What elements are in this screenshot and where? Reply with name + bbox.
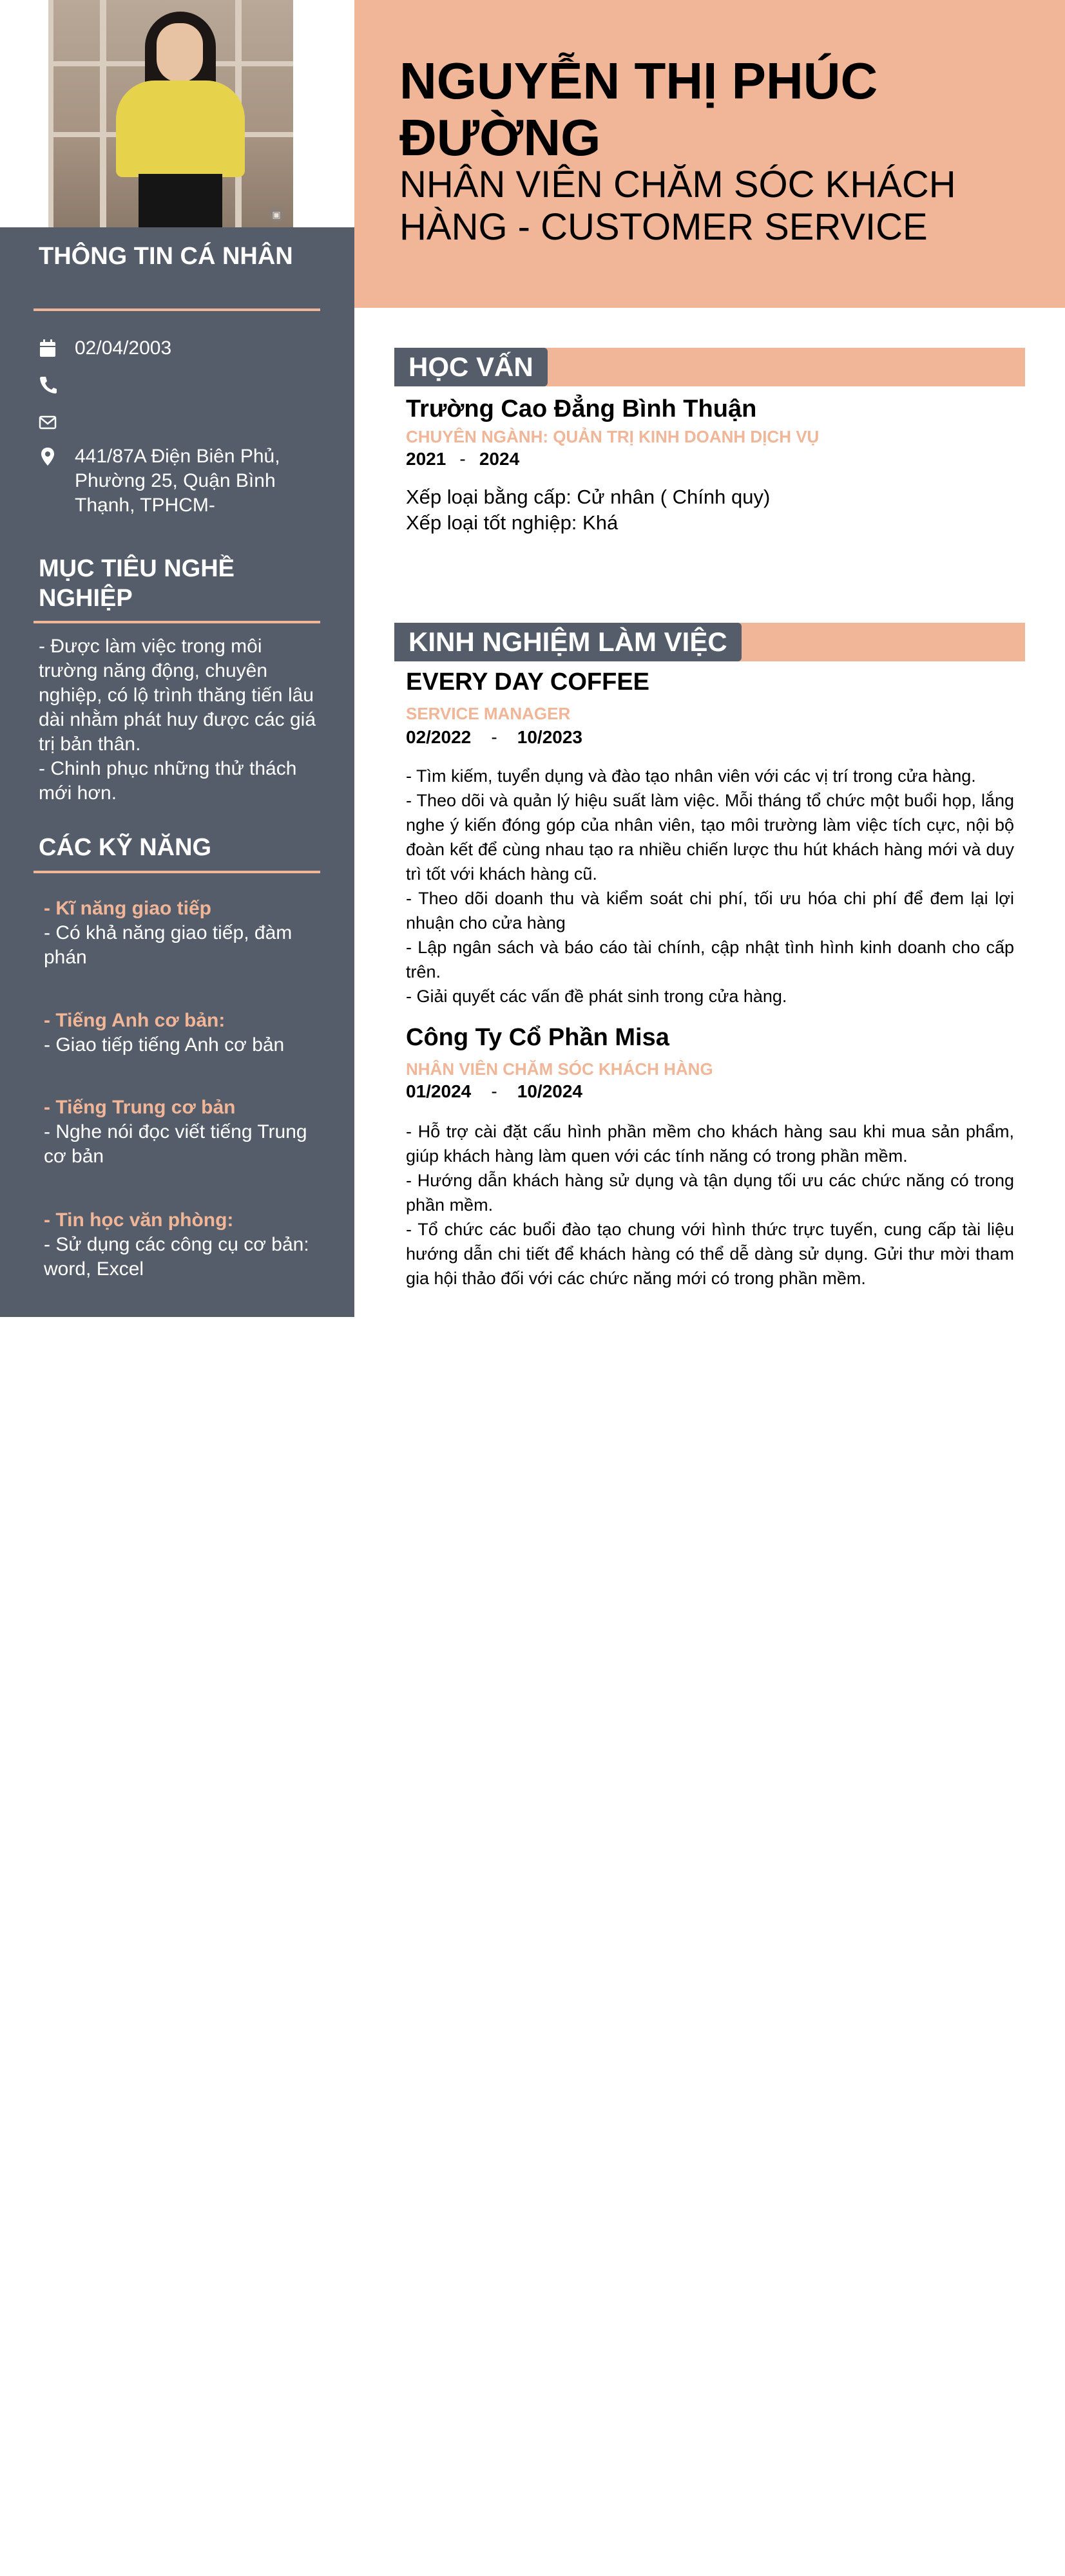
date-separator: -	[491, 727, 497, 747]
major: CHUYÊN NGÀNH: QUẢN TRỊ KINH DOANH DỊCH VỤ	[406, 427, 820, 446]
job-position: NHÂN VIÊN CHĂM SÓC KHÁCH HÀNG - CUSTOMER SERVICE	[399, 164, 956, 248]
date-separator: -	[491, 1081, 497, 1101]
job-dates	[406, 1081, 582, 1103]
experience-heading: KINH NGHIỆM LÀM VIỆC	[394, 623, 742, 661]
skill-desc: - Sử dụng các công cụ cơ bản: word, Excel	[44, 1234, 309, 1280]
company-name: Công Ty Cổ Phần Misa	[406, 1024, 669, 1051]
job-description	[406, 764, 1014, 1009]
skill-desc: - Giao tiếp tiếng Anh cơ bản	[44, 1034, 285, 1056]
company-name: EVERY DAY COFFEE	[406, 668, 650, 696]
address: 441/87A Điện Biên Phủ, Phường 25, Quận Bình Thạnh, TPHCM-	[75, 446, 280, 516]
start-date: 2021	[406, 449, 446, 469]
skill-title: - Tiếng Trung cơ bản	[44, 1097, 236, 1118]
job-dates	[406, 726, 582, 748]
image-badge-icon: ▣	[269, 207, 284, 222]
envelope-icon	[39, 412, 57, 431]
date-separator: -	[459, 449, 466, 469]
candidate-name: NGUYỄN THỊ PHÚC ĐƯỜNG	[399, 52, 878, 166]
job-duty: - Lập ngân sách và báo cáo tài chính, cập nhật tình hình kinh doanh cho cấp trên.	[406, 938, 1014, 981]
job-duty: - Hỗ trợ cài đặt cấu hình phần mềm cho khách hàng sau khi mua sản phẩm, giúp khách hàng làm quen với các tính năng có trong phần mềm.	[406, 1122, 1014, 1166]
skill-item	[44, 896, 321, 970]
skill-desc: - Nghe nói đọc viết tiếng Trung cơ bản	[44, 1121, 307, 1167]
education-details	[406, 484, 1018, 536]
job-duty: - Theo dõi doanh thu và kiểm soát chi phí, tối ưu hóa chi phí để đem lại lợi nhuận cho cửa hàng	[406, 889, 1014, 933]
divider	[34, 621, 320, 623]
birthdate: 02/04/2003	[75, 337, 172, 359]
header	[354, 0, 1065, 308]
skill-item	[44, 1095, 321, 1169]
avatar	[48, 0, 293, 227]
job-duty: - Tìm kiếm, tuyển dụng và đào tạo nhân viên với các vị trí trong cửa hàng.	[406, 766, 976, 786]
job-duty: - Tổ chức các buổi đào tạo chung với hình thức trực tuyến, cung cấp tài liệu hướng dẫn chi tiết để khách hàng có thể dễ dàng sử dụng. Gửi thư mời tham gia hội thảo đối với các chức năng mới có trong phần mềm.	[406, 1220, 1014, 1288]
map-pin-icon	[39, 447, 57, 466]
skill-item	[44, 1208, 321, 1282]
job-duty: - Giải quyết các vấn đề phát sinh trong cửa hàng.	[406, 987, 787, 1006]
education-line: Xếp loại tốt nghiệp: Khá	[406, 511, 619, 534]
objective-line: - Chinh phục những thử thách mới hơn.	[39, 758, 297, 804]
objective-line: - Được làm việc trong môi trường năng động, chuyên nghiệp, có lộ trình thăng tiến lâu dài nhằm phát huy được các giá trị bản thân.	[39, 636, 316, 755]
education-heading: HỌC VẤN	[394, 348, 548, 386]
job-description	[406, 1119, 1014, 1291]
job-duty: - Theo dõi và quản lý hiệu suất làm việc. Mỗi tháng tổ chức một buổi họp, lắng nghe ý kiến đóng góp của nhân viên, tạo môi trường làm việc tích cực, nội bộ đoàn kết để cùng nhau tạo ra nhiều chiến lược thu hút khách hàng mới và duy trì tốt với khách hàng cũ.	[406, 791, 1014, 884]
calendar-icon	[39, 339, 57, 358]
skill-title: - Tiếng Anh cơ bản:	[44, 1010, 225, 1031]
personal-info-heading: THÔNG TIN CÁ NHÂN	[39, 243, 293, 270]
objective-text	[39, 634, 322, 806]
education-line: Xếp loại bằng cấp: Cử nhân ( Chính quy)	[406, 486, 771, 508]
start-date: 02/2022	[406, 727, 472, 747]
sidebar	[0, 0, 354, 1317]
start-date: 01/2024	[406, 1081, 472, 1101]
divider	[34, 308, 320, 311]
skill-title: - Kĩ năng giao tiếp	[44, 898, 211, 919]
end-date: 10/2023	[517, 727, 582, 747]
skill-item	[44, 1009, 321, 1057]
skill-desc: - Có khả năng giao tiếp, đàm phán	[44, 922, 293, 968]
school-name: Trường Cao Đẳng Bình Thuận	[406, 395, 757, 422]
photo-area	[0, 0, 354, 227]
skill-title: - Tin học văn phòng:	[44, 1209, 234, 1231]
phone-icon	[39, 375, 57, 394]
divider	[34, 871, 320, 873]
skills-heading: CÁC KỸ NĂNG	[39, 834, 212, 861]
address-row	[39, 444, 322, 522]
end-date: 10/2024	[517, 1081, 582, 1101]
job-role: NHÂN VIÊN CHĂM SÓC KHÁCH HÀNG	[406, 1059, 713, 1079]
objective-heading: MỤC TIÊU NGHỀ NGHIỆP	[39, 555, 235, 612]
end-date: 2024	[479, 449, 520, 469]
job-duty: - Hướng dẫn khách hàng sử dụng và tận dụng tối ưu các chức năng có trong phần mềm.	[406, 1171, 1014, 1215]
job-role: SERVICE MANAGER	[406, 704, 571, 723]
education-dates	[406, 448, 519, 470]
